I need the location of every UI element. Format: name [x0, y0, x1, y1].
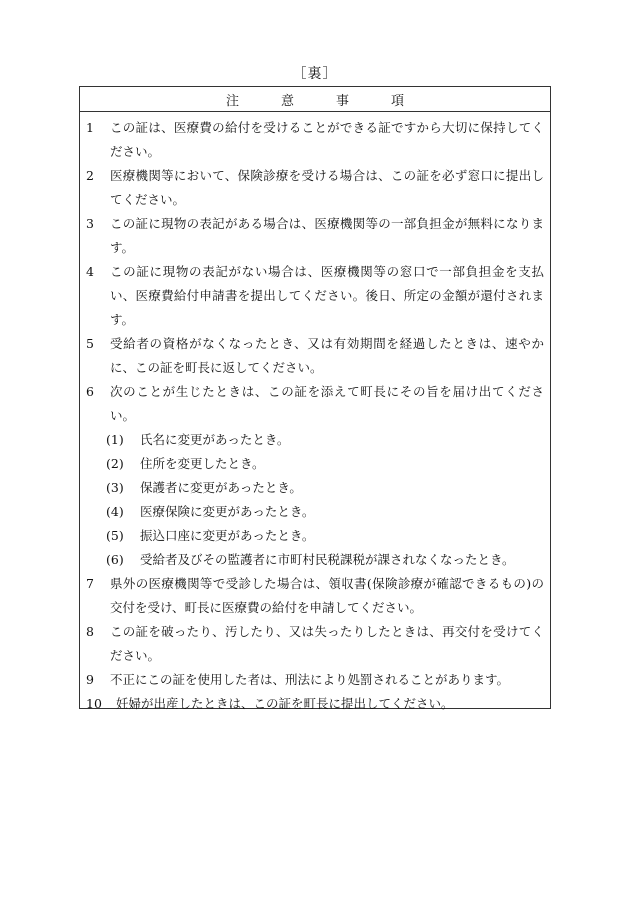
note-text: 受給者の資格がなくなったとき、又は有効期間を経過したときは、速やかに、この証を町長に返してください。: [110, 336, 544, 375]
subitem-text: 氏名に変更があったとき。: [140, 432, 290, 447]
note-text: 県外の医療機関等で受診した場合は、領収書(保険診療が確認できるもの)の交付を受け、町長に医療費の給付を申請してください。: [110, 576, 544, 615]
notes-title-char: 注: [225, 93, 239, 109]
note-item-10: [86, 692, 544, 716]
note-item-5: [86, 332, 544, 380]
note-item-8: [86, 620, 544, 668]
subitem-text: 医療保険に変更があったとき。: [140, 504, 315, 519]
note-subitem-3: [86, 476, 544, 500]
subitem-text: 住所を変更したとき。: [140, 456, 265, 471]
note-number: 5: [86, 336, 94, 351]
note-number: 3: [86, 216, 94, 231]
note-item-9: [86, 668, 544, 692]
note-text: 次のことが生じたときは、この証を添えて町長にその旨を届け出てください。: [110, 384, 544, 423]
note-text: 不正にこの証を使用した者は、刑法により処罰されることがあります。: [110, 672, 510, 687]
note-item-7: [86, 572, 544, 620]
note-number: 6: [86, 384, 94, 399]
note-number: 10: [86, 696, 102, 711]
note-number: 8: [86, 624, 94, 639]
note-subitem-6: [86, 548, 544, 572]
notes-title: [80, 87, 550, 112]
note-item-3: [86, 212, 544, 260]
page-side-label: ［裏］: [292, 66, 338, 82]
subitem-number: (2): [106, 456, 124, 471]
notes-title-char: 意: [280, 93, 294, 109]
note-item-6: [86, 380, 544, 428]
note-text: この証は、医療費の給付を受けることができる証ですから大切に保持してください。: [110, 120, 544, 159]
note-item-2: [86, 164, 544, 212]
note-subitem-4: [86, 500, 544, 524]
note-text: この証に現物の表記がない場合は、医療機関等の窓口で一部負担金を支払い、医療費給付申請書を提出してください。後日、所定の金額が還付されます。: [110, 264, 544, 327]
note-subitem-2: [86, 452, 544, 476]
subitem-number: (6): [106, 552, 124, 567]
note-subitem-5: [86, 524, 544, 548]
subitem-text: 受給者及びその監護者に市町村民税課税が課されなくなったとき。: [140, 552, 515, 567]
note-subitem-1: [86, 428, 544, 452]
note-item-1: [86, 116, 544, 164]
note-number: 9: [86, 672, 94, 687]
subitem-number: (1): [106, 432, 124, 447]
note-number: 1: [86, 120, 94, 135]
subitem-text: 振込口座に変更があったとき。: [140, 528, 315, 543]
note-number: 7: [86, 576, 94, 591]
note-item-4: [86, 260, 544, 332]
notes-title-char: 事: [336, 93, 350, 109]
subitem-number: (5): [106, 528, 124, 543]
subitem-text: 保護者に変更があったとき。: [140, 480, 302, 495]
note-text: 医療機関等において、保険診療を受ける場合は、この証を必ず窓口に提出してください。: [110, 168, 544, 207]
notes-title-char: 項: [391, 93, 405, 109]
note-text: この証に現物の表記がある場合は、医療機関等の一部負担金が無料になります。: [110, 216, 544, 255]
subitem-number: (3): [106, 480, 124, 495]
subitem-number: (4): [106, 504, 124, 519]
notes-list: [80, 112, 550, 716]
note-number: 4: [86, 264, 94, 279]
notes-box: [79, 86, 551, 709]
note-number: 2: [86, 168, 94, 183]
note-text: この証を破ったり、汚したり、又は失ったりしたときは、再交付を受けてください。: [110, 624, 544, 663]
note-text: 妊婦が出産したときは、この証を町長に提出してください。: [116, 696, 454, 711]
